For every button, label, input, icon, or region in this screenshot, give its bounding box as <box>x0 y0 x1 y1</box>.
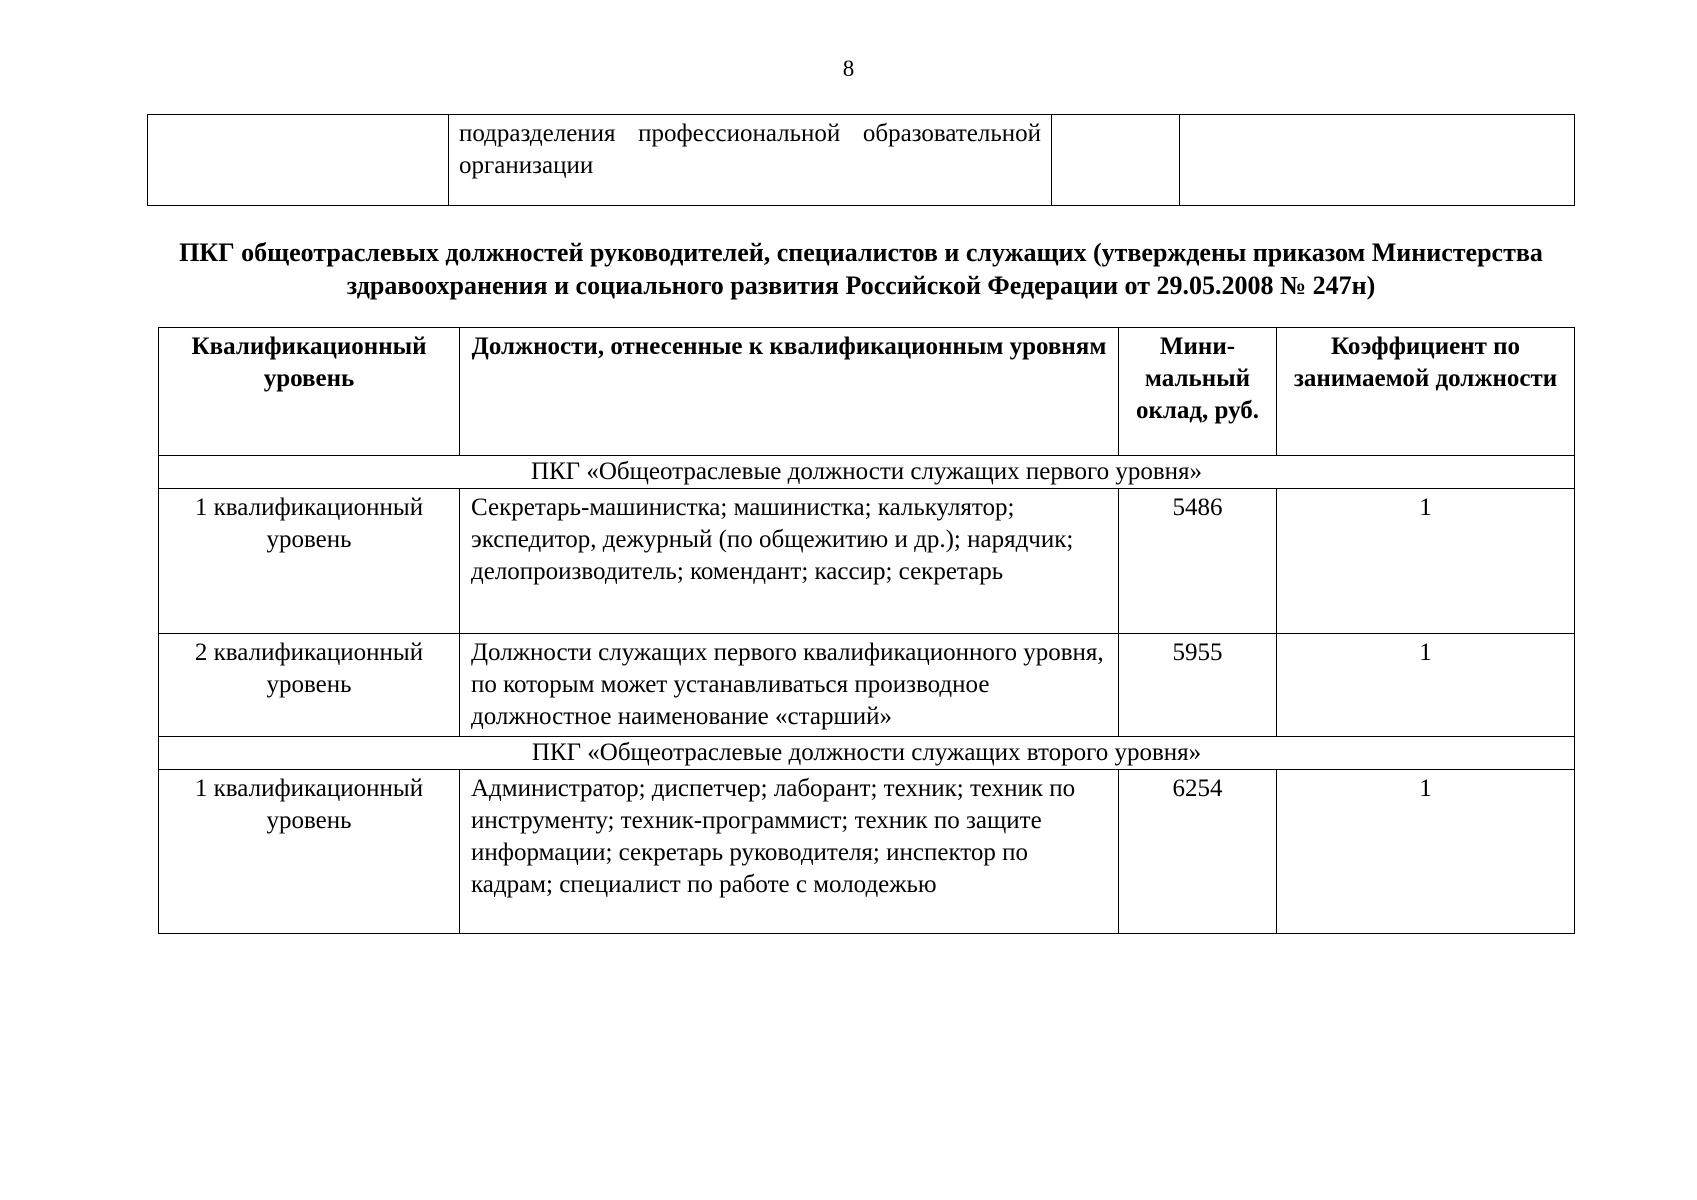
positions-cell: Администратор; диспетчер; лаборант; техник; техник по инструменту; техник-программист; техник по защите информации; секретарь руководителя; инспектор по кадрам; специалист по работе с молодежью <box>460 770 1119 934</box>
table-cell <box>148 115 449 206</box>
level-cell: 1 квалификационный уровень <box>159 489 460 634</box>
table-cell <box>1052 115 1180 206</box>
coefficient-cell: 1 <box>1277 634 1575 737</box>
section-title: ПКГ «Общеотраслевые должности служащих первого уровня» <box>159 456 1575 489</box>
positions-cell: Должности служащих первого квалификационного уровня, по которым может устанавливаться производное должностное наименование «старший» <box>460 634 1119 737</box>
table-cell: подразделения профессиональной образовательной организации <box>449 115 1052 206</box>
coefficient-cell: 1 <box>1277 770 1575 934</box>
header-coefficient: Коэффициент по занимаемой должности <box>1277 328 1575 456</box>
section-row <box>159 737 1575 770</box>
section-title: ПКГ «Общеотраслевые должности служащих второго уровня» <box>159 737 1575 770</box>
salary-cell: 5486 <box>1119 489 1277 634</box>
page-number: 8 <box>842 56 855 81</box>
section-row <box>159 456 1575 489</box>
table-cell <box>1180 115 1575 206</box>
salary-table <box>158 327 1575 934</box>
level-cell: 1 квалификационный уровень <box>159 770 460 934</box>
positions-cell: Секретарь-машинистка; машинистка; калькулятор; экспедитор, дежурный (по общежитию и др.); нарядчик; делопроизводитель; комендант; кассир; секретарь <box>460 489 1119 634</box>
salary-cell: 5955 <box>1119 634 1277 737</box>
table-row <box>159 489 1575 634</box>
table-header-row <box>159 328 1575 456</box>
table-row <box>159 634 1575 737</box>
table-row <box>159 770 1575 934</box>
header-salary: Мини-мальный оклад, руб. <box>1119 328 1277 456</box>
continuation-table <box>147 114 1575 206</box>
header-positions: Должности, отнесенные к квалификационным уровням <box>460 328 1119 456</box>
level-cell: 2 квалификационный уровень <box>159 634 460 737</box>
table-row <box>148 115 1575 206</box>
header-level: Квалификационный уровень <box>159 328 460 456</box>
salary-cell: 6254 <box>1119 770 1277 934</box>
coefficient-cell: 1 <box>1277 489 1575 634</box>
section-heading: ПКГ общеотраслевых должностей руководителей, специалистов и служащих (утверждены приказом Министерства здравоохранения и социального развития Российской Федерации от 29.05.2008 № 247н) <box>179 238 1543 300</box>
